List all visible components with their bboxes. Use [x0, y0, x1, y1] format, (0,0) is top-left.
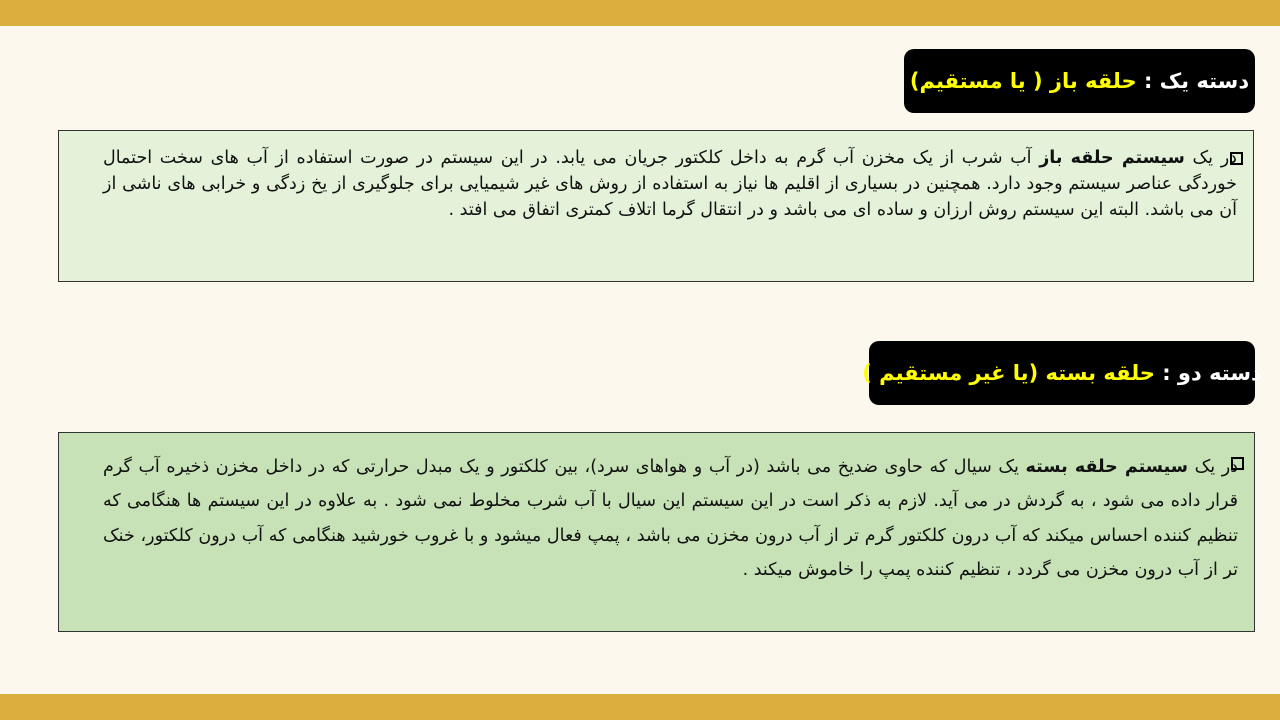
hollow-square-bullet-icon: [1230, 152, 1243, 165]
hollow-square-bullet-icon: [1231, 457, 1244, 470]
section2-heading-prefix: دسته دو :: [1162, 361, 1262, 385]
section1-heading-highlight: حلقه باز ( یا مستقیم): [909, 69, 1137, 93]
section1-text-box: [58, 130, 1254, 282]
section2-text-after: یک سیال که حاوی ضدیخ می باشد (در آب و هواهای سرد)، بین کلکتور و یک مبدل حرارتی که در داخل مخزن ذخیره آب گرم قرار داده می شود ، به گردش در می آید. لازم به ذکر است در این سیستم این سیال با آب شرب مخلوط نمی شود . به علاوه در این سیستم ها هنگامی که تنظیم کننده احساس میکند که آب درون کلکتور گرم تر از آب درون مخزن می باشد ، پمپ فعال میشود و با غروب خورشید هنگامی که آب درون کلکتور، خنک تر از آب درون مخزن می گردد ، تنظیم کننده پمپ را خاموش میکند .: [103, 457, 1238, 581]
section2-text-before: در یک: [1194, 457, 1238, 477]
section1-text-after: آب شرب از یک مخزن آب گرم به داخل کلکتور جریان می یابد. در این سیستم در صورت استفاده از آب های سخت احتمال خوردگی عناصر سیستم وجود دارد. همچنین در بسیاری از اقلیم ها نیاز به استفاده از روش های غیر شیمیایی برای جلوگیری از یخ زدگی و خرابی های ناشی از آن می باشد. البته این سیستم روش ارزان و ساده ای می باشد و در انتقال گرما اتلاف کمتری اتفاق می افتد .: [103, 148, 1237, 220]
section1-heading-prefix: دسته یک :: [1143, 69, 1250, 93]
section2-heading-highlight: حلقه بسته (یا غیر مستقیم ): [862, 361, 1155, 385]
section2-text-box: [58, 432, 1255, 632]
section2-paragraph: [103, 450, 1238, 588]
section1-heading: [904, 49, 1255, 113]
section2-heading: [862, 341, 1262, 405]
section1-bold-term: سیستم حلقه باز: [1039, 148, 1185, 168]
top-accent-band: [0, 0, 1280, 26]
section1-text-before: در یک: [1192, 148, 1237, 168]
section2-bold-term: سیستم حلقه بسته: [1025, 457, 1188, 477]
section1-paragraph: [103, 145, 1237, 223]
bottom-accent-band: [0, 694, 1280, 720]
